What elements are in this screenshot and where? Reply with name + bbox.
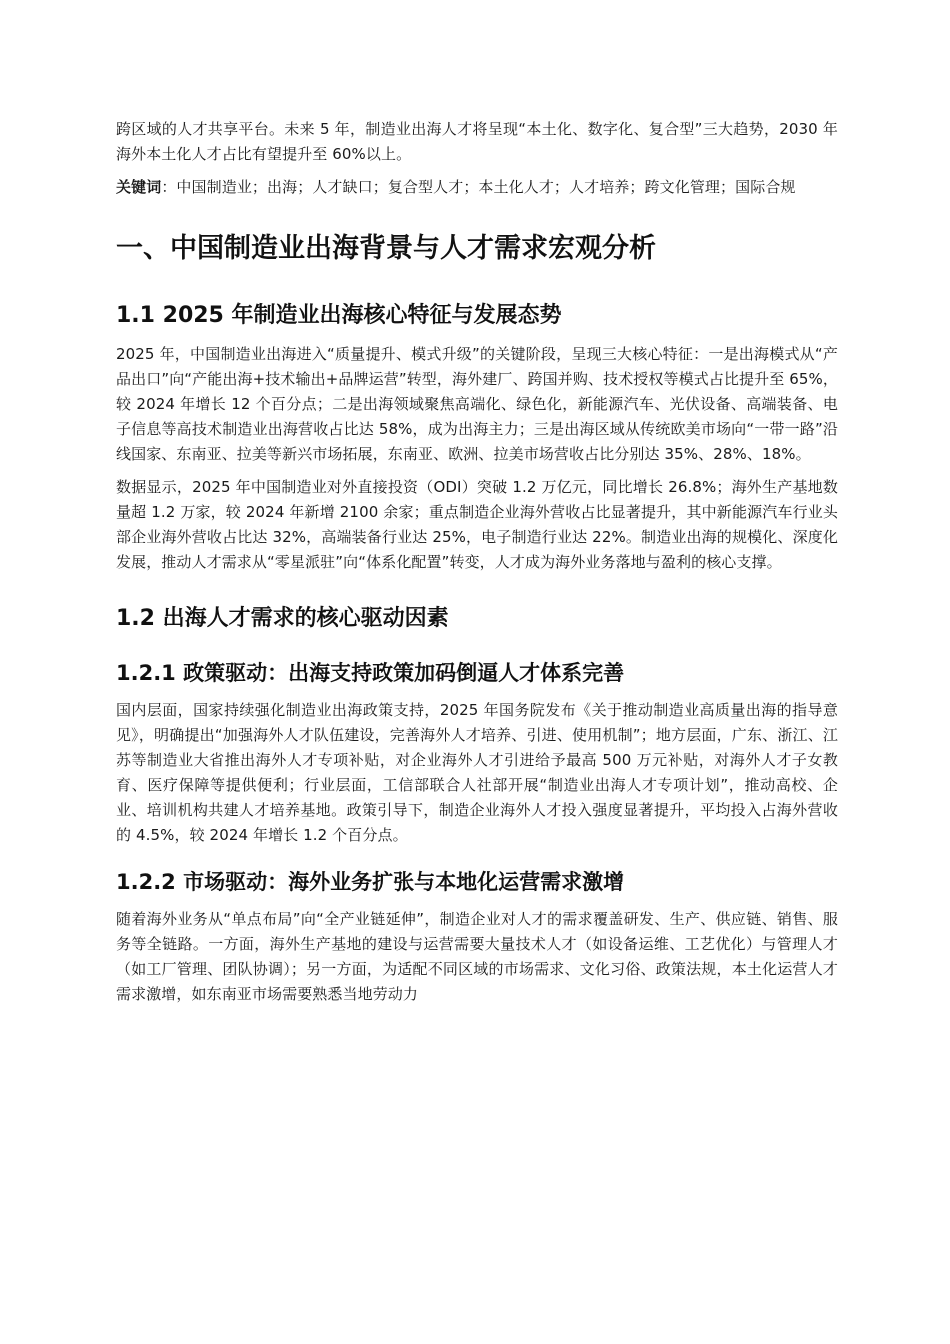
section-1-2-1-paragraph: 国内层面，国家持续强化制造业出海政策支持，2025 年国务院发布《关于推动制造业高质量出海的指导意见》，明确提出“加强海外人才队伍建设，完善海外人才培养、引进、使用机制”；地方层面，广东、浙江、江苏等制造业大省推出海外人才专项补贴，对企业海外人才引进给予最高 500 万元补贴，对海外人才子女教育、医疗保障等提供便利；行业层面，工信部联合人社部开展“制造业出海人才专项计划”，推动高校、企业、培训机构共建人才培养基地。政策引导下，制造企业海外人才投入强度显著提升，平均投入占海外营收的 4.5%，较 2024 年增长 1.2 个百分点。 — [116, 701, 838, 844]
keywords-paragraph — [116, 175, 838, 200]
intro-paragraph-tail: 跨区域的人才共享平台。未来 5 年，制造业出海人才将呈现“本土化、数字化、复合型”三大趋势，2030 年海外本土化人才占比有望提升至 60%以上。 — [116, 120, 838, 163]
keywords-label: 关键词 — [116, 178, 162, 196]
keywords-text: ：中国制造业；出海；人才缺口；复合型人才；本土化人才；人才培养；跨文化管理；国际合规 — [161, 178, 796, 196]
section-1-2-2-heading: 1.2.2 市场驱动：海外业务扩张与本地化运营需求激增 — [116, 870, 625, 894]
section-1-2-2-paragraph: 随着海外业务从“单点布局”向“全产业链延伸”，制造企业对人才的需求覆盖研发、生产、供应链、销售、服务等全链路。一方面，海外生产基地的建设与运营需要大量技术人才（如设备运维、工艺优化）与管理人才（如工厂管理、团队协调）；另一方面，为适配不同区域的市场需求、文化习俗、政策法规，本土化运营人才需求激增，如东南亚市场需要熟悉当地劳动力 — [116, 910, 838, 1003]
section-1-heading: 一、中国制造业出海背景与人才需求宏观分析 — [116, 233, 656, 264]
document-page — [116, 114, 838, 1007]
section-1-1-paragraph-1: 2025 年，中国制造业出海进入“质量提升、模式升级”的关键阶段，呈现三大核心特征：一是出海模式从“产品出口”向“产能出海+技术输出+品牌运营”转型，海外建厂、跨国并购、技术授权等模式占比提升至 65%，较 2024 年增长 12 个百分点；二是出海领域聚焦高端化、绿色化，新能源汽车、光伏设备、高端装备、电子信息等高技术制造业出海营收占比达 58%，成为出海主力；三是出海区域从传统欧美市场向“一带一路”沿线国家、东南亚、拉美等新兴市场拓展，东南亚、欧洲、拉美市场营收占比分别达 35%、28%、18%。 — [116, 345, 838, 463]
section-1-1-paragraph-2: 数据显示，2025 年中国制造业对外直接投资（ODI）突破 1.2 万亿元，同比增长 26.8%；海外生产基地数量超 1.2 万家，较 2024 年新增 2100 余家；重点制造企业海外营收占比显著提升，其中新能源汽车行业头部企业海外营收占比达 32%，高端装备行业达 25%，电子制造行业达 22%。制造业出海的规模化、深度化发展，推动人才需求从“零星派驻”向“体系化配置”转变，人才成为海外业务落地与盈利的核心支撑。 — [116, 478, 838, 571]
section-1-2-heading: 1.2 出海人才需求的核心驱动因素 — [116, 606, 449, 631]
section-1-2-1-heading: 1.2.1 政策驱动：出海支持政策加码倒逼人才体系完善 — [116, 661, 625, 685]
section-1-1-heading: 1.1 2025 年制造业出海核心特征与发展态势 — [116, 303, 562, 328]
